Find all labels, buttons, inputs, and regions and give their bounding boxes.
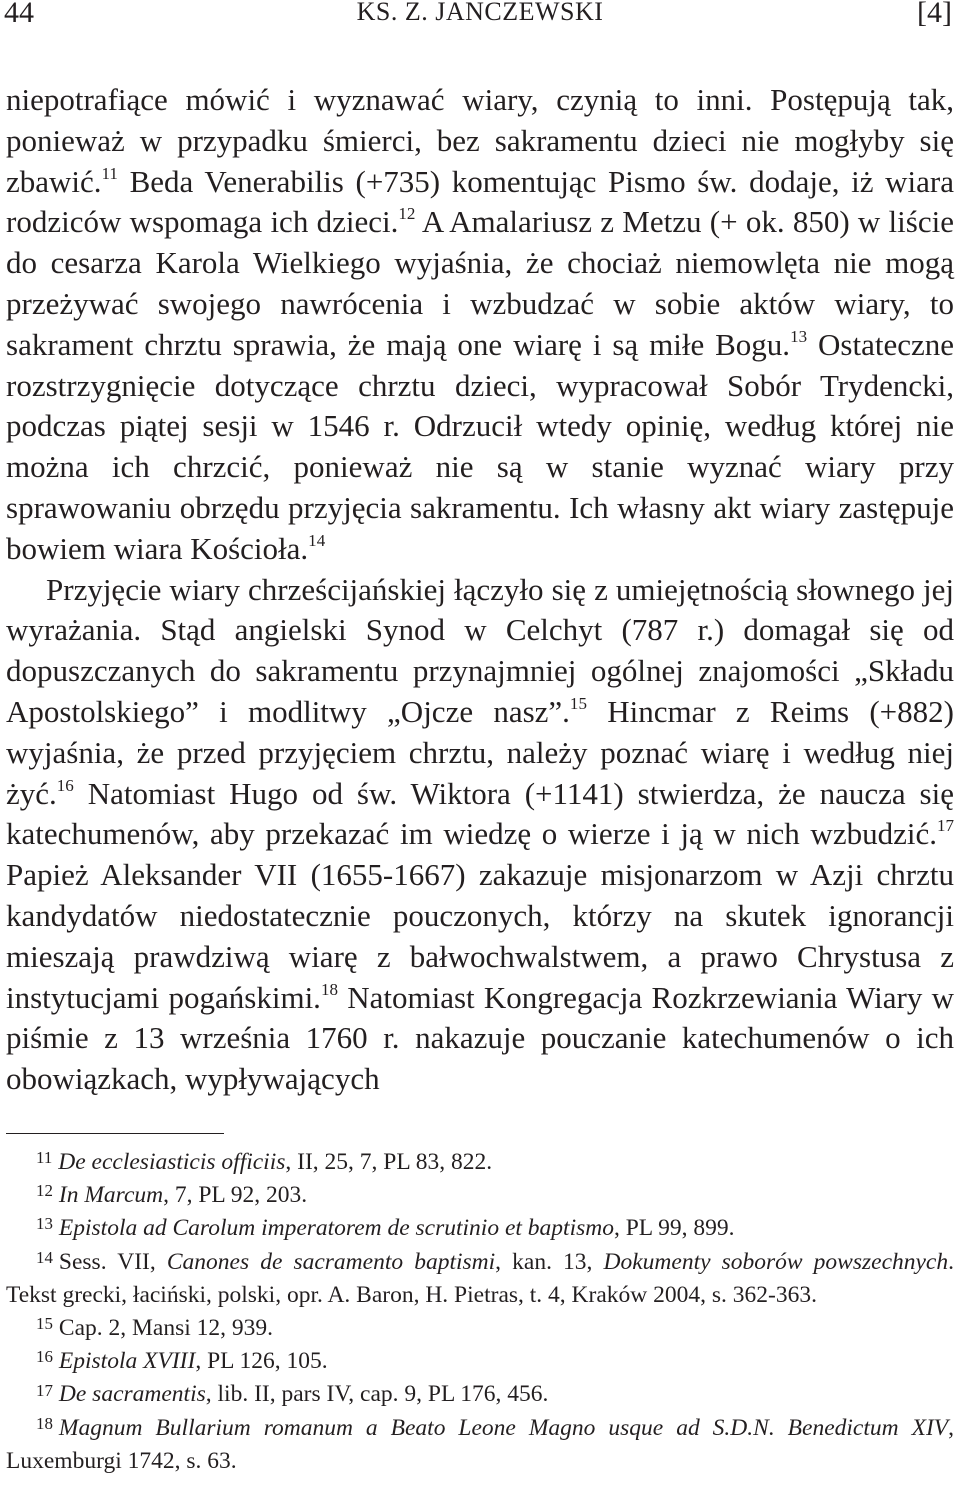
footnote-ref-18[interactable]: 18 — [320, 979, 338, 999]
running-author: KS. Z. JANCZEWSKI — [356, 0, 604, 26]
footnote-text: , lib. II, pars IV, cap. 9, PL 176, 456. — [205, 1381, 549, 1408]
footnote-text: , PL 126, 105. — [195, 1348, 328, 1375]
footnote-title: De sacramentis — [58, 1381, 206, 1408]
footnote-ref-12[interactable]: 12 — [398, 204, 416, 224]
footnote-number: 15 — [36, 1314, 53, 1334]
footnote-12 — [6, 1179, 954, 1212]
footnote-title: Magnum Bullarium romanum a Beato Leone Magno usque ad S.D.N. Benedictum XIV — [58, 1414, 949, 1441]
footnote-ref-11[interactable]: 11 — [101, 163, 118, 183]
text-run: niepotrafiące mówić i wyznawać wiary, czynią to inni. Postępują tak, ponieważ w przypadku śmierci, bez sakramentu dzieci nie mogłyby się zbawić. — [6, 82, 954, 199]
text-run: A Amalariusz z Metzu (+ ok. 850) w liście do cesarza Karola Wielkiego wyjaśnia, że chociaż niemowlęta nie mogą przeżywać swojego nawrócenia i wzbudzać w sobie aktów wiary, to sakrament chrztu sprawia, że mają one wiarę i są miłe Bogu. — [6, 204, 954, 362]
footnote-text: Sess. VII, — [58, 1248, 167, 1275]
footnote-title: Epistola ad Carolum imperatorem de scrutinio et baptismo — [58, 1215, 614, 1242]
footnote-title: Epistola XVIII — [58, 1348, 196, 1375]
footnote-text: , II, 25, 7, PL 83, 822. — [285, 1149, 493, 1175]
footnote-number: 12 — [36, 1181, 53, 1201]
footnote-ref-13[interactable]: 13 — [790, 327, 808, 346]
footnote-title: Canones de sacramento baptismi — [166, 1248, 496, 1275]
text-run: Natomiast Hugo od św. Wiktora (+1141) stwierdza, że naucza się katechumenów, aby przekazać im wiedzę o wierze i ją w nich wzbudzić. — [6, 775, 954, 852]
footnote-ref-17[interactable]: 17 — [936, 816, 954, 836]
footnote-14 — [6, 1246, 954, 1312]
footnote-13 — [6, 1212, 954, 1245]
text-run: Hincmar z Reims (+882) wyjaśnia, że przed przyjęciem chrztu, należy poznać wiarę i według niej żyć. — [6, 693, 954, 811]
footnote-text: . Tekst grecki, łaciński, polski, opr. A. Baron, H. Pietras, t. 4, Kraków 2004, s. 362-363. — [6, 1248, 954, 1308]
footnote-15 — [6, 1312, 954, 1345]
page-number: 44 — [4, 0, 34, 29]
running-header — [0, 0, 960, 40]
footnote-17 — [6, 1378, 954, 1411]
footnote-number: 17 — [36, 1380, 53, 1400]
footnote-number: 14 — [36, 1247, 53, 1267]
text-run: Beda Venerabilis (+735) komentując Pismo św. dodaje, iż wiara rodziców wspomaga ich dzieci. — [6, 163, 954, 240]
footnote-number: 18 — [36, 1413, 53, 1433]
text-run: Natomiast Kongregacja Rozkrzewiania Wiary w piśmie z 13 września 1760 r. nakazuje pouczanie katechumenów o ich obowiązkach, wypływających — [6, 979, 955, 1097]
footnote-title: Dokumenty soborów powszechnych — [603, 1248, 949, 1275]
footnote-ref-16[interactable]: 16 — [56, 775, 74, 795]
paragraph-2 — [6, 570, 954, 1100]
footnote-18 — [6, 1412, 954, 1478]
footnote-number: 11 — [36, 1148, 53, 1168]
footnote-11 — [6, 1146, 954, 1179]
text-run: Ostateczne rozstrzygnięcie dotyczące chrztu dzieci, wypracował Sobór Trydencki, podczas piątej sesji w 1546 r. Odrzucił wtedy opinię, według której nie można ich chrzcić, ponieważ nie są w stanie wyznać wiary przy sprawowaniu obrzędu przyjęcia sakramentu. Ich własny akt wiary zastępuje bowiem wiara Kościoła. — [6, 326, 954, 566]
main-text — [6, 80, 954, 1100]
footnote-text: , PL 99, 899. — [613, 1215, 735, 1242]
footnote-ref-15[interactable]: 15 — [569, 694, 587, 714]
footnote-text: , 7, PL 92, 203. — [163, 1182, 308, 1209]
footnote-number: 13 — [36, 1214, 53, 1234]
footnote-text: , Luxemburgi 1742, s. 63. — [6, 1414, 954, 1474]
paragraph-1 — [6, 80, 954, 570]
footnote-number: 16 — [36, 1347, 53, 1367]
footnote-16 — [6, 1345, 954, 1378]
footnote-text: Cap. 2, Mansi 12, 939. — [58, 1315, 274, 1342]
footnote-title: De ecclesiasticis officiis — [58, 1149, 286, 1175]
footnote-ref-14[interactable]: 14 — [308, 530, 326, 550]
footnotes — [6, 1146, 954, 1478]
footnote-title: In Marcum — [58, 1182, 164, 1209]
footnote-separator — [6, 1133, 224, 1134]
section-number: [4] — [917, 0, 952, 29]
footnote-text: , kan. 13, — [495, 1248, 604, 1275]
text-run: Papież Aleksander VII (1655-1667) zakazuje misjonarzom w Azji chrztu kandydatów niedostatecznie pouczonych, którzy na skutek ignorancji mieszają prawdziwą wiarę z bałwochwalstwem, a prawo Chrystusa z instytucjami pogańskimi. — [6, 857, 954, 1015]
text-run: Przyjęcie wiary chrześcijańskiej łączyło się z umiejętnością słownego jej wyrażania. Stąd angielski Synod w Celchyt (787 r.) domagał się od dopuszczanych do sakramentu przynajmniej ogólnej znajomości „Składu Apostolskiego” i modlitwy „Ojcze nasz”. — [6, 571, 954, 729]
